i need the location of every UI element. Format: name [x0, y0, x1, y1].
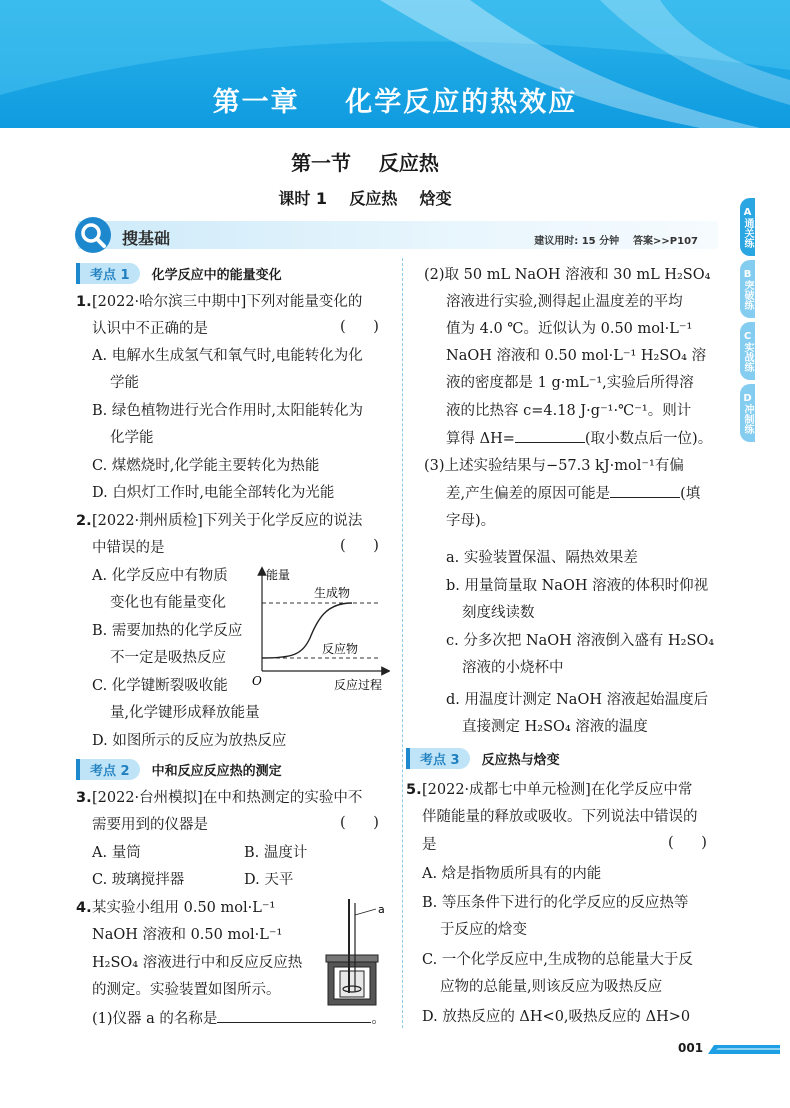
q1-option-d: D. 白炽灯工作时,电能全部转化为光能: [92, 485, 335, 501]
topic-tag-1: [76, 262, 282, 284]
lid: [326, 955, 378, 962]
q5-line: [2022·成都七中单元检测]在化学反应中常: [422, 782, 693, 798]
q5-number: 5.: [406, 782, 422, 798]
chapter-banner: [0, 0, 790, 128]
basics-label: 搜基础: [122, 229, 171, 248]
topic-tag-3: [406, 747, 560, 769]
q4-part3-option-c: 溶液的小烧杯中: [462, 660, 564, 676]
q5-option-b: B. 等压条件下进行的化学反应的反应热等: [422, 895, 689, 911]
q4-part3-option-b: b. 用量筒量取 NaOH 溶液的体积时仰视: [446, 578, 709, 594]
q4-part1: [92, 1008, 386, 1029]
section-title: 第一节 反应热: [291, 151, 439, 175]
q4-part3-text-end: (填: [680, 486, 701, 502]
q4-line: 的测定。实验装置如图所示。: [92, 982, 281, 998]
q1-option-b: 化学能: [110, 430, 154, 446]
topic-pill-3: 考点 3: [406, 748, 470, 769]
q4-part2-line: (2)取 50 mL NaOH 溶液和 30 mL H₂SO₄: [424, 267, 711, 283]
q4-part2-line: NaOH 溶液和 0.50 mol·L⁻¹ H₂SO₄ 溶: [446, 348, 707, 364]
topic-pill-1: 考点 1: [76, 263, 140, 284]
side-tab-a[interactable]: A通关练: [740, 198, 755, 256]
q2-option-c: C. 化学键断裂吸收能: [92, 678, 228, 694]
inner-beaker: [340, 971, 364, 997]
q2-option-a: 变化也有能量变化: [110, 595, 226, 611]
q1-option-a: A. 电解水生成氢气和氧气时,电能转化为化: [92, 348, 363, 364]
topic-title-2: 中和反应反应热的测定: [151, 763, 282, 779]
calorimeter-apparatus: [322, 893, 392, 1011]
apparatus-label-a: a: [378, 903, 385, 916]
q2-option-b: 不一定是吸热反应: [110, 650, 226, 666]
q4-part3-line: 字母)。: [446, 513, 496, 529]
q4-part3-option-d: d. 用温度计测定 NaOH 溶液起始温度后: [446, 692, 709, 708]
q5-option-b: 于反应的焓变: [440, 922, 527, 938]
q4-line: 某实验小组用 0.50 mol·L⁻¹: [92, 900, 276, 916]
q4-part3-text: 差,产生偏差的原因可能是: [446, 486, 611, 502]
q1-number: 1.: [76, 294, 92, 310]
side-tabs: [740, 198, 790, 446]
q4-part2-line: 液的密度都是 1 g·mL⁻¹,实验后所得溶: [446, 375, 694, 391]
q3-answer-paren: ( ): [340, 815, 379, 831]
q3-line: [2022·台州模拟]在中和热测定的实验中不: [92, 790, 363, 806]
reactant-label: 反应物: [322, 642, 359, 656]
q5-option-c: C. 一个化学反应中,生成物的总能量大于反: [422, 952, 693, 968]
q4-line: NaOH 溶液和 0.50 mol·L⁻¹: [92, 927, 283, 943]
energy-diagram: [252, 563, 390, 695]
q1-option-a: 学能: [110, 375, 139, 391]
x-axis-label: 反应过程: [334, 678, 383, 692]
q4-part3-option-a: a. 实验装置保温、隔热效果差: [446, 550, 638, 566]
q1-option-b: B. 绿色植物进行光合作用时,太阳能转化为: [92, 403, 363, 419]
q5-option-a: A. 焓是指物质所具有的内能: [422, 866, 602, 882]
y-axis-label: 能量: [266, 568, 291, 582]
q4-part2-text: 算得 ΔH=: [446, 431, 515, 447]
q5-option-d: D. 放热反应的 ΔH<0,吸热反应的 ΔH>0: [422, 1009, 691, 1025]
q5-line: 伴随能量的释放或吸收。下列说法中错误的: [422, 809, 698, 825]
side-tab-c[interactable]: C实战练: [740, 322, 755, 380]
q2-line: 中错误的是: [92, 540, 165, 556]
q4-part3-option-d: 直接测定 H₂SO₄ 溶液的温度: [462, 719, 648, 735]
q4-part2-line: 液的比热容 c=4.18 J·g⁻¹·℃⁻¹。则计: [446, 403, 692, 419]
search-icon: [74, 216, 114, 254]
side-tab-d[interactable]: D冲制练: [740, 384, 755, 442]
product-label: 生成物: [314, 586, 351, 600]
q3-option-d: D. 天平: [244, 872, 294, 888]
q4-number: 4.: [76, 900, 92, 916]
q2-option-b: B. 需要加热的化学反应: [92, 623, 243, 639]
q3-line: 需要用到的仪器是: [92, 817, 208, 833]
q4-part3-answer: [446, 483, 700, 504]
q4-part2-line: 值为 4.0 ℃。近似认为 0.50 mol·L⁻¹: [446, 321, 693, 337]
side-tab-b[interactable]: B突破练: [740, 260, 755, 318]
column-divider: [402, 258, 403, 1028]
q1-option-c: C. 煤燃烧时,化学能主要转化为热能: [92, 458, 320, 474]
q4-part2-line: 溶液进行实验,测得起止温度差的平均: [446, 294, 683, 310]
q5-answer-paren: ( ): [668, 835, 707, 851]
q4-part1-text: (1)仪器 a 的名称是: [92, 1011, 218, 1027]
topic-tag-2: [76, 758, 282, 780]
q1-line: [2022·哈尔滨三中期中]下列对能量变化的: [92, 294, 363, 310]
q1-line: 认识中不正确的是: [92, 321, 208, 337]
q4-part3-option-c: c. 分多次把 NaOH 溶液倒入盛有 H₂SO₄: [446, 633, 715, 649]
chapter-title: 第一章 化学反应的热效应: [212, 87, 578, 118]
q2-number: 2.: [76, 513, 92, 529]
lesson-title: 课时 1 反应热 焓变: [278, 189, 452, 208]
q4-part3-blank[interactable]: [610, 483, 680, 498]
q4-part2-blank[interactable]: [515, 428, 585, 443]
q4-part1-end: 。: [371, 1011, 386, 1027]
q2-option-d: D. 如图所示的反应为放热反应: [92, 733, 287, 749]
q3-option-c: C. 玻璃搅拌器: [92, 872, 185, 888]
q1-answer-paren: ( ): [340, 319, 379, 335]
q3-option-a: A. 量筒: [92, 845, 141, 861]
topic-title-3: 反应热与焓变: [481, 752, 560, 768]
page-number: 001: [678, 1041, 704, 1055]
q3-number: 3.: [76, 790, 92, 806]
topic-pill-2: 考点 2: [76, 759, 140, 780]
q4-part2-text-end: (取小数点后一位)。: [584, 431, 713, 447]
q2-option-c: 量,化学键形成释放能量: [110, 705, 260, 721]
q5-line: 是: [422, 837, 437, 853]
q4-line: H₂SO₄ 溶液进行中和反应反应热: [92, 955, 303, 971]
q2-answer-paren: ( ): [340, 538, 379, 554]
q4-part3-option-b: 刻度线读数: [462, 605, 535, 621]
q5-option-c: 应物的总能量,则该反应为吸热反应: [440, 979, 663, 995]
q4-part2-answer: [446, 428, 712, 449]
q2-option-a: A. 化学反应中有物质: [92, 568, 228, 584]
q3-option-b: B. 温度计: [244, 845, 308, 861]
label-leader: [355, 909, 376, 915]
origin-label: O: [252, 674, 262, 688]
q2-line: [2022·荆州质检]下列关于化学反应的说法: [92, 513, 363, 529]
topic-title-1: 化学反应中的能量变化: [151, 267, 282, 283]
time-answer-hint: 建议用时: 15 分钟 答案>>P107: [534, 236, 698, 247]
q4-part3-line: (3)上述实验结果与−57.3 kJ·mol⁻¹有偏: [424, 458, 684, 474]
